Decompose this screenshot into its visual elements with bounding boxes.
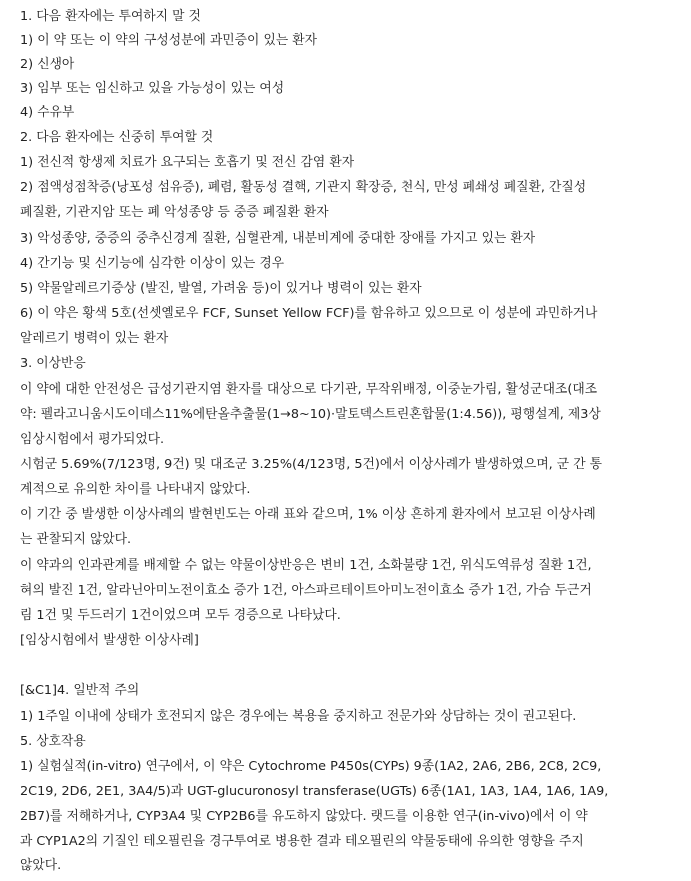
paragraph-line: 시험군 5.69%(7/123명, 9건) 및 대조군 3.25%(4/123명, 5건)에서 이상사례가 발생하였으며, 군 간 통 (20, 457, 603, 472)
paragraph-line: 이 기간 중 발생한 이상사례의 발현빈도는 아래 표와 같으며, 1% 이상 흔하게 환자에서 보고된 이상사례 (20, 507, 596, 522)
interaction-item-continuation: 과 CYP1A2의 기질인 테오필린을 경구투여로 병용한 결과 테오필린의 약물동태에 유의한 영향을 주지 (20, 834, 584, 849)
caution-item: 6) 이 약은 황색 5호(선셋옐로우 FCF, Sunset Yellow FCF)를 함유하고 있으므로 이 성분에 과민하거나 (20, 306, 598, 321)
interaction-item-continuation: 2C19, 2D6, 2E1, 3A4/5)과 UGT-glucuronosyl transferase(UGTs) 6종(1A1, 1A3, 1A4, 1A6, 1A9, (20, 784, 609, 799)
caution-item: 3) 악성종양, 중증의 중추신경계 질환, 심혈관계, 내분비계에 중대한 장애를 가지고 있는 환자 (20, 231, 536, 246)
section-heading-interactions: 5. 상호작용 (20, 734, 86, 749)
paragraph-line: 이 약에 대한 안전성은 급성기관지염 환자를 대상으로 다기관, 무작위배정, 이중눈가림, 활성군대조(대조 (20, 382, 598, 397)
contraindication-item: 4) 수유부 (20, 105, 75, 120)
blank-line (20, 654, 688, 678)
paragraph-line: 림 1건 및 두드러기 1건이었으며 모두 경증으로 나타났다. (20, 608, 341, 623)
contraindication-item: 1) 이 약 또는 이 약의 구성성분에 과민증이 있는 환자 (20, 33, 317, 48)
paragraph-line: 약: 펠라고니움시도이데스11%에탄올추출물(1→8~10)·말토덱스트린혼합물(1:4.56)), 평행설계, 제3상 (20, 407, 601, 422)
paragraph-line: 이 약과의 인과관계를 배제할 수 없는 약물이상반응은 변비 1건, 소화불량 1건, 위식도역류성 질환 1건, (20, 558, 592, 573)
caution-item: 1) 전신적 항생제 치료가 요구되는 호흡기 및 전신 감염 환자 (20, 155, 355, 170)
interaction-item-continuation: 않았다. (20, 858, 62, 873)
paragraph-line: 계적으로 유의한 차이를 나타내지 않았다. (20, 482, 251, 497)
section-heading-general-precautions: [&C1]4. 일반적 주의 (20, 683, 140, 698)
interaction-item-continuation: 2B7)를 저해하거나, CYP3A4 및 CYP2B6를 유도하지 않았다. 랫드를 이용한 연구(in-vivo)에서 이 약 (20, 809, 588, 824)
contraindication-item: 3) 임부 또는 임신하고 있을 가능성이 있는 여성 (20, 81, 285, 96)
table-caption: [임상시험에서 발생한 이상사례] (20, 633, 199, 648)
section-heading-adverse-reactions: 3. 이상반응 (20, 356, 86, 371)
paragraph-line: 혀의 발진 1건, 알라닌아미노전이효소 증가 1건, 아스파르테이트아미노전이효소 증가 1건, 가슴 두근거 (20, 583, 592, 598)
paragraph-line: 는 관찰되지 않았다. (20, 532, 132, 547)
caution-item: 2) 점액성점착증(낭포성 섬유증), 폐렴, 활동성 결핵, 기관지 확장증, 천식, 만성 폐쇄성 폐질환, 간질성 (20, 180, 587, 195)
paragraph-line: 임상시험에서 평가되었다. (20, 432, 165, 447)
interaction-item: 1) 실험실적(in-vitro) 연구에서, 이 약은 Cytochrome P450s(CYPs) 9종(1A2, 2A6, 2B6, 2C8, 2C9, (20, 759, 602, 774)
caution-item-continuation: 알레르기 병력이 있는 환자 (20, 331, 169, 346)
precaution-item: 1) 1주일 이내에 상태가 호전되지 않은 경우에는 복용을 중지하고 전문가와 상담하는 것이 권고된다. (20, 709, 577, 724)
caution-item: 5) 약물알레르기증상 (발진, 발열, 가려움 등)이 있거나 병력이 있는 환자 (20, 281, 422, 296)
section-heading-contraindications: 1. 다음 환자에는 투여하지 말 것 (20, 9, 201, 24)
contraindication-item: 2) 신생아 (20, 57, 75, 72)
caution-item: 4) 간기능 및 신기능에 심각한 이상이 있는 경우 (20, 256, 285, 271)
caution-item-continuation: 폐질환, 기관지암 또는 폐 악성종양 등 중증 폐질환 환자 (20, 205, 329, 220)
section-heading-caution: 2. 다음 환자에는 신중히 투여할 것 (20, 130, 214, 145)
